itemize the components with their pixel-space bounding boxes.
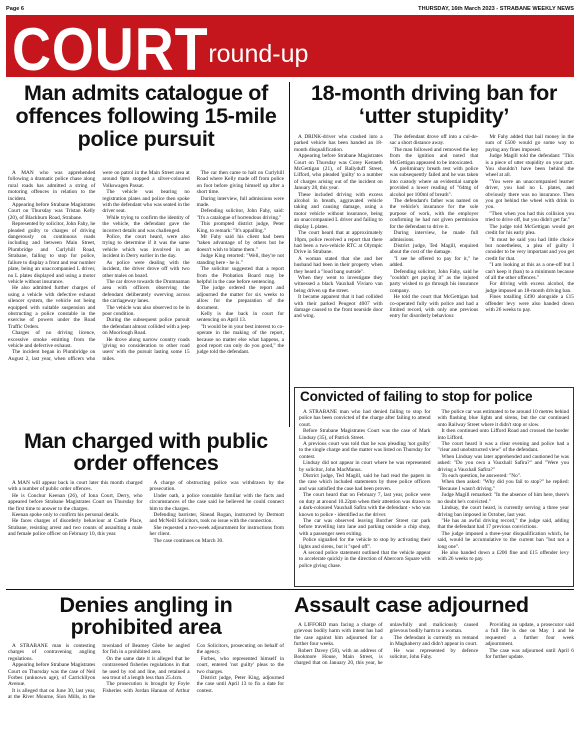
- article-paragraph: The vehicle was also observed to be in poor condition.: [102, 304, 190, 317]
- article-paragraph: Lindsay, the court heard, is currently serving a three year driving ban imposed in October, last year.: [437, 505, 569, 518]
- article-paragraph: As police were dealing with the incident, the driver drove off with two other males on board.: [102, 259, 190, 279]
- story2-body: [294, 134, 574, 384]
- article-paragraph: It became apparent that it had collided with their parked Peugeot 4007 with damage caused to the front nearside door and wing.: [294, 294, 383, 320]
- horizontal-rule: [6, 589, 574, 590]
- article-paragraph: Represented by solicitor, John Fahy, he pleaded guilty to charges of driving dangerously on continuous roads including and between Main Street, Plumbridge and Curlyhill Road, Strabane, failing to stop for police, failure to display a front and rear number plate, being an unaccompanied L driver, no L plates displayed and using a motor vehicle without insurance.: [8, 221, 96, 285]
- article-paragraph: A STRABANE man is contesting charges of contravening angling regulations.: [8, 643, 96, 662]
- article-paragraph: Charges of no driving licence, excessive smoke emitting from the vehicle and defective exhaust.: [8, 330, 96, 349]
- article-paragraph: When Lindsay was later apprehended and cautioned he was asked: "Do you own a Vauxhall Safira?" and "Were you driving a Vauxhall Safira?": [437, 453, 569, 473]
- article-paragraph: "It must be said you had little choice but nonetheless, a plea of guilty I consider to be very important and you get credit for that.: [485, 236, 574, 262]
- article-paragraph: The car then came to halt on Curlyhill Road where Kelly made off from police on foot before giving himself up after a short time.: [196, 170, 284, 196]
- article-paragraph: When they went to investigate they witnessed a black Vauxhall Viviaro van being driven up the street.: [294, 274, 383, 294]
- article-paragraph: A DRINK-driver who crashed into a parked vehicle has been handed an 18-month disqualification.: [294, 134, 383, 153]
- page-header: [6, 3, 574, 14]
- article-paragraph: To each question, he answered: "No".: [441, 473, 522, 480]
- article-paragraph: These included driving with excess alcohol in breath, aggravated vehicle taking and causing damage, using a motor vehicle without insurance, being an unaccompanied L driver and failing to display L plates.: [294, 191, 383, 230]
- article-paragraph: The case was adjourned until April 6 for further update.: [485, 647, 574, 661]
- article-paragraph: The court heard it was a clear evening and police had a "clear and unobstructed view" of the defendant.: [437, 441, 569, 454]
- story4-body: [299, 409, 569, 585]
- page-number: Page 6: [6, 5, 25, 12]
- article-paragraph: He drove along narrow country roads 'giving no consideration to other road users' with the pursuit lasting some 15 miles.: [102, 336, 190, 362]
- article-paragraph: Judge King retorted: "Well, they're not standing here - he is.": [196, 253, 284, 266]
- story4-headline: Convicted of failing to stop for police: [300, 389, 533, 404]
- article-paragraph: While trying to confirm the identity of the vehicle, the defendant gave the incorrect details and was challenged.: [102, 214, 190, 234]
- article-paragraph: A LIFFORD man facing a charge of grievous bodily harm with intent has had the case against him adjourned for a further four weeks.: [294, 622, 383, 648]
- article-paragraph: During interview, he made full admissions.: [389, 230, 479, 243]
- story5-body: [8, 643, 284, 733]
- article-paragraph: "He has an awful driving record," the judge said, adding that the defendant had 17 previous convictions.: [437, 517, 569, 531]
- article-paragraph: The vehicle was bearing no registration plates and police then spoke with the defendant who was seated in the driver seat.: [102, 189, 190, 215]
- article-paragraph: A woman stated that she and her husband had been in their property when they heard a "loud bang outside".: [294, 255, 383, 275]
- article-paragraph: He told the court that McGettigan had co-operated fully with police and had a limited record, with only one previous entry for disorderly behaviour.: [389, 294, 479, 320]
- article-paragraph: During the subsequent police pursuit the defendant almost collided with a jeep on Moorlough Road.: [102, 317, 190, 337]
- article-paragraph: A MAN who was apprehended following a dramatic police chase along rural roads has admitted a string of motoring offences in relation to the incident.: [8, 170, 96, 202]
- article-paragraph: The defendant drove off into a cul-de-sac a short distance away.: [389, 134, 479, 147]
- article-paragraph: Mr Fahy said his client had been "taken advantage of by others but he doesn't wish to blame them.": [196, 234, 284, 253]
- article-paragraph: The court heard that on February 7, last year, police were on duty at around 10.22pm when their attention was drawn to a dark-coloured Vauxhall Safira with the defendant - who was known to police - identified as the driver.: [299, 492, 431, 518]
- article-paragraph: Appearing before Strabane Magistrates Court on Thursday was Corey Kenneth McGettigan (21), of Ballyduff Street, Lifford, who pleaded 'guilty' to a number of charges arising out of the incident on January 28, this year.: [294, 153, 383, 192]
- banner-roundup-word: round-up: [208, 40, 309, 68]
- article-paragraph: Under oath, a police constable familiar with the facts and circumstances of the case said he believed he could connect him to the charges.: [149, 492, 284, 512]
- article-paragraph: The case continues on March 30.: [153, 537, 224, 544]
- court-roundup-banner: [6, 15, 574, 77]
- article-paragraph: "I see he offered to pay for it," he added.: [389, 255, 479, 269]
- article-paragraph: He also handed down a £200 fine and £15 offender levy with 26 weeks to pay.: [437, 549, 569, 563]
- story3-body: [8, 480, 284, 580]
- article-paragraph: For driving with excess alcohol, the judge imposed an 18-month driving ban.: [485, 281, 574, 294]
- article-paragraph: A STRABANE man who had denied failing to stop for police has been convicted of the charge after failing to attend court.: [299, 409, 431, 428]
- article-paragraph: He faces charges of disorderly behaviour at Castle Place, Strabane, resisting arrest and two counts of assaulting a male and female police officer on February 10, this year.: [8, 518, 143, 538]
- article-paragraph: The police car was estimated to be around 10 metres behind with flashing blue lights and sirens, but the car continued onto Railway Street where it didn't stop or slow.: [437, 409, 569, 428]
- article-paragraph: It then continued onto Lifford Road and crossed the border into Lifford.: [437, 428, 569, 441]
- article-paragraph: District judge, Ted Magill, said he had read the papers in the case which included statements by three police officers and was satisfied the case had been proven.: [299, 473, 431, 492]
- article-paragraph: The car drove towards the Drumnaman area with officers observing the defendant deliberately swerving across the carriageway lanes.: [102, 278, 190, 305]
- article-paragraph: "It would be in your best interest to co-operate in the making of the report, because no matter else what happens, a good report can only do you good," the judge told the defendant.: [196, 323, 284, 356]
- article-paragraph: The defendant is currently on remand in Maghaberry and didn't appear in court.: [389, 634, 479, 648]
- article-paragraph: Defending barrister, Sinead Rogan, instructed by Dermott and McNeill Solicitors, took no issue with the connection.: [149, 512, 284, 525]
- article-paragraph: The defendant's father was named on the vehicle's insurance for the sole purpose of work, with the employer confirming he had not given permission for the defendant to drive it.: [389, 198, 479, 230]
- dateline: THURSDAY, 16th March 2023 - STRABANE WEEKLY NEWS: [418, 5, 574, 12]
- article-paragraph: The solicitor suggested that a report from the Probation Board may be helpful in the case before sentencing.: [196, 266, 284, 285]
- article-paragraph: A previous court was told that he was pleading 'not guilty' to the single charge and the matter was listed on Thursday for contest.: [299, 441, 431, 460]
- article-paragraph: He is Conchur Keenan (26), of Iona Court, Derry, who appeared before Strabane Magistrates Court on Thursday for the first time to answer to the charges.: [8, 492, 143, 512]
- article-paragraph: Police, the court heard, were also trying to determine if it was the same vehicle which was involved in an incident in Derry earlier in the day.: [102, 234, 190, 260]
- article-paragraph: The court heard that at approximately 10pm, police received a report that there had been a two-vehicle RTC at Olympic Drive in Strabane.: [294, 230, 383, 256]
- article-paragraph: Defending solicitor, John Fahy, said: "It's a catalogue of horrendous driving.": [196, 208, 284, 221]
- article-paragraph: The incident began in Plumbridge on August 2, last year, when officers who were on patrol in the Main Street area at around 8pm stopped a silver-coloured Volkswagen Passat.: [8, 170, 190, 362]
- article-paragraph: Forbes, who represented himself in court, entered 'not guilty' pleas to the two charges.: [196, 655, 284, 675]
- article-paragraph: A second police statement outlined that the vehicle appear to accelerate quickly in the direction of Abercorn Square with police giving chase.: [299, 549, 431, 569]
- story6-headline: Assault case adjourned: [294, 593, 529, 617]
- article-paragraph: Robert Davey (56), with an address of Bookmore House, Main Street, is charged that on January 20, this year, he unlawfully and maliciously caused grievous bodily harm to a woman.: [294, 622, 479, 667]
- article-paragraph: District judge, Peter King, adjourned the case until April 13 to fix a date for contest.: [196, 675, 284, 694]
- article-paragraph: Providing an update, a prosecutor said a full file is due on May 1 and he requested a further four week adjournment.: [485, 622, 574, 648]
- article-paragraph: "Then when you had this collision you tried to drive off, but you didn't get far.": [485, 210, 574, 224]
- article-paragraph: Police signalled for the vehicle to stop by activating their lights and sirens, but it "sped off".: [299, 537, 431, 550]
- article-paragraph: Keenan spoke only to confirm his personal details.: [12, 512, 120, 519]
- article-paragraph: "I am looking at this as a one-off but I can't keep it (ban) to a minimum because of all the other offences.": [485, 262, 574, 281]
- article-paragraph: She requested a two-week adjournment for instructions from her client.: [149, 524, 284, 538]
- article-paragraph: Defending solicitor, John Fahy, said he "couldn't get paying it" as the injured party wished to go through his insurance company.: [389, 268, 479, 294]
- article-paragraph: Judge Magill told the defendant: "This is a piece of utter stupidity on your part. You shouldn't have been behind the wheel at all.: [485, 153, 574, 179]
- story1-body: [8, 170, 284, 425]
- article-paragraph: He also admitted further charges of using a vehicle with defective exhaust silencer system, the vehicle not being equipped with suitable suspension and obstructing a police constable in the exercise of powers under the Road Traffic Orders.: [8, 285, 96, 330]
- story1-headline: Man admits catalogue of offences following 15-mile police pursuit: [15, 81, 277, 151]
- article-paragraph: District judge, Ted Magill, enquired about the cost of the damage.: [389, 242, 479, 256]
- article-paragraph: The judge imposed a three-year disqualification which, he said, would be accumulative to the current ban "but not a long one".: [437, 530, 569, 550]
- article-paragraph: A charge of obstructing police was withdrawn by the prosecution.: [149, 480, 284, 493]
- story3-headline: Man charged with public order offences: [24, 429, 268, 475]
- column-divider: [289, 82, 290, 427]
- article-paragraph: Before Strabane Magistrates Court was the case of Mark Lindsay (35), of Patrick Street.: [299, 428, 431, 441]
- article-paragraph: Mr Fahy added that bail money in the sum of £500 would go some way to paying any fines imposed.: [485, 134, 574, 153]
- article-paragraph: The man followed and removed the key from the ignition and noted that McGettigan appeared to be intoxicated.: [389, 146, 479, 166]
- article-paragraph: During interview, full admissions were made.: [196, 195, 284, 209]
- article-paragraph: A preliminary breath test with police was subsequently failed and he was taken into custody where an evidential sample provided a lower reading of "64mg of alcohol per 100ml of breath".: [389, 166, 479, 198]
- article-paragraph: It is alleged that on June 30, last year, at the River Mourne, Sion Mills, in the townland of Beamey Glebe he angled for fish in a prohibited area.: [8, 643, 190, 701]
- article-paragraph: The car was observed leaving Butcher Street car park before travelling into lane and parking outside a chip shop, with a passenger seen exiting.: [299, 517, 431, 537]
- article-paragraph: Judge Magill remarked: "In the absence of him here, there's no doubt he's convicted.": [437, 492, 569, 505]
- article-paragraph: When then asked: "Why did you fail to stop?" he replied: "Because I wasn't driving.": [437, 479, 569, 492]
- article-paragraph: Appearing before Strabane Magistrates Court on Thursday was the case of Neil Forbes (unknown age), of Carrickllyon Avenue.: [8, 662, 96, 688]
- article-paragraph: Appearing before Strabane Magistrates Court on Thursday was Tristan Kelly (20), of Blackburn Road, Strabane.: [8, 202, 96, 221]
- article-paragraph: He was represented by defence solicitor, John Fahy.: [389, 647, 479, 661]
- article-paragraph: Lindsay did not appear in court where he was represented by solicitor, John MacManus.: [299, 460, 431, 473]
- article-paragraph: Fines totalling £490 alongside a £15 offender levy were also handed down with 26 weeks to pay.: [485, 294, 574, 313]
- article-paragraph: Kelly is due back in court for sentencing on April 13.: [196, 310, 284, 324]
- story6-body: [294, 622, 574, 733]
- story2-headline: 18-month driving ban for ‘utter stupidity’: [310, 81, 558, 128]
- article-paragraph: The judge told McGettigan would get credit for his early plea.: [485, 223, 574, 237]
- article-paragraph: The judge ordered the report and adjourned the matter for six weeks to allow for the preparation of the document.: [196, 285, 284, 311]
- article-paragraph: On the same date it is alleged that he contravened fisheries regulations in that he used by rod and line, and retained a sea trout of a length less than 25.4cm.: [102, 655, 190, 682]
- article-paragraph: This prompted district judge, Peter King, to remark: "It's appalling.": [196, 221, 284, 234]
- article-paragraph: A MAN will appear back in court later this month charged with a number of public order offences.: [8, 480, 143, 493]
- article-paragraph: "You were an unaccompanied learner driver, you had no L plates, and obviously there was no insurance. Then you got behind the wheel with drink in you.: [485, 178, 574, 211]
- story5-headline: Denies angling in prohibited area: [59, 593, 233, 639]
- banner-court-word: COURT: [12, 16, 209, 77]
- article-paragraph: The prosecution is brought by Foyle Fisheries with Jordan Hannan of Arthur Cox Solicitors, prosecuting on behalf of the agency.: [102, 643, 284, 694]
